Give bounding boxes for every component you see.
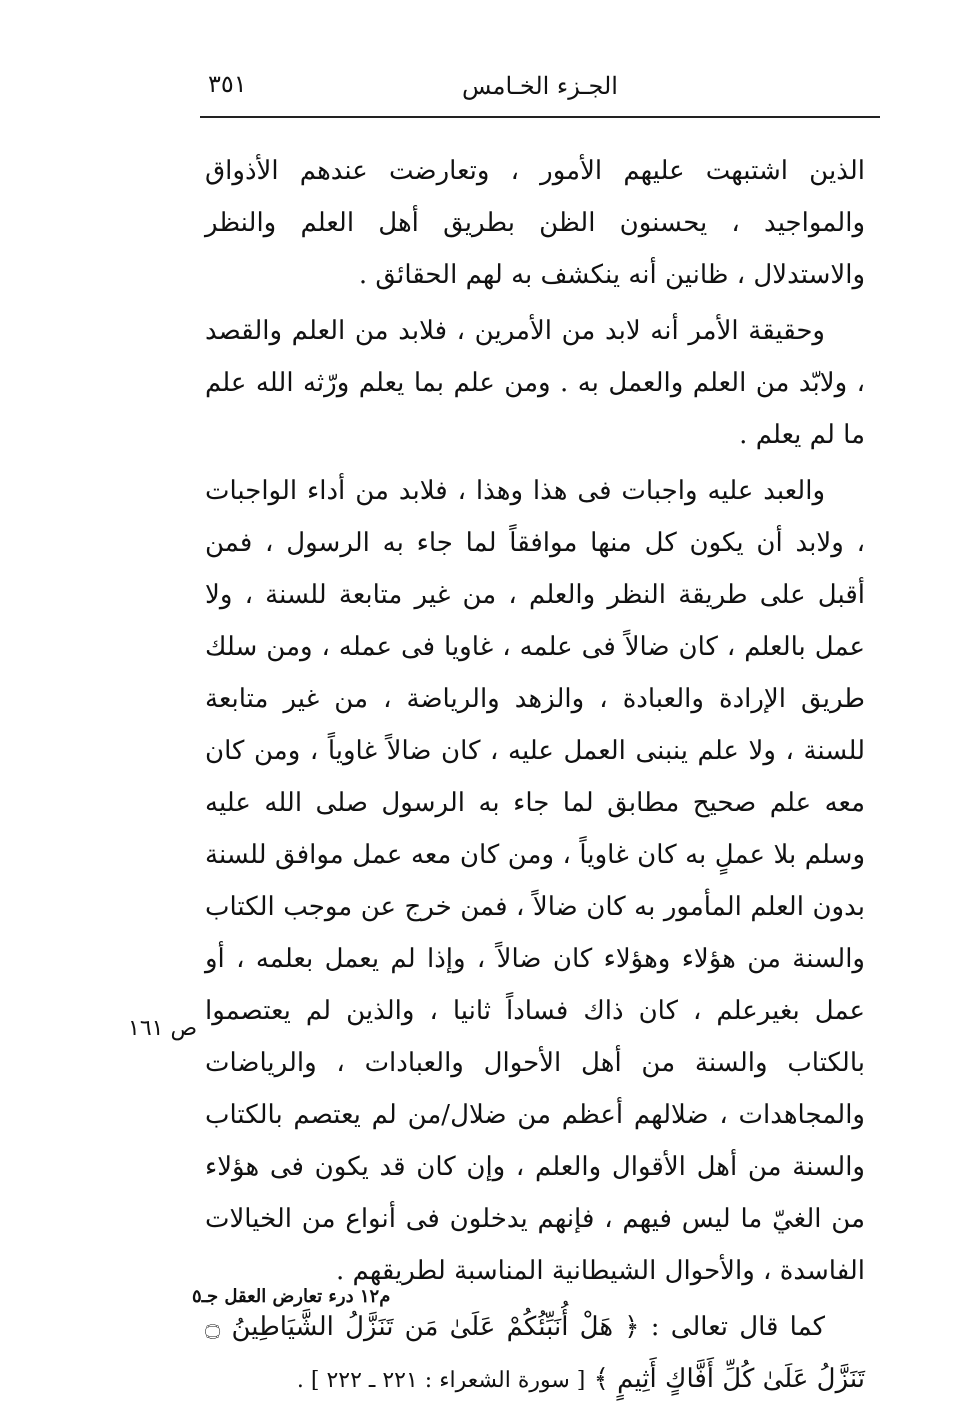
page-header bbox=[200, 60, 880, 118]
quran-citation bbox=[205, 1301, 865, 1407]
quran-intro: كما قال تعالى : bbox=[650, 1312, 826, 1342]
page-number: ٣٥١ bbox=[208, 70, 247, 98]
body-text bbox=[205, 145, 865, 1407]
running-title: الجـزء الخـامس bbox=[462, 72, 618, 100]
footer-signature: م١٢ درء تعارض العقل جـ٥ bbox=[192, 1286, 391, 1307]
margin-page-reference: ص ١٦١ bbox=[128, 1016, 198, 1041]
quran-verse: ﴿ هَلْ أُنَبِّئُكُمْ عَلَىٰ مَن تَنَزَّلُ الشَّيَاطِينُ ۝ تَنَزَّلُ عَلَىٰ كُلِّ أَفَّاكٍ أَثِيمٍ ﴾ bbox=[205, 1312, 865, 1394]
paragraph-1: الذين اشتبهت عليهم الأمور ، وتعارضت عندهم الأذواق والمواجيد ، يحسنون الظن بطريق أهل العلم والنظر والاستدلال ، ظانين أنه ينكشف به لهم الحقائق . bbox=[205, 156, 865, 290]
paragraph-2: وحقيقة الأمر أنه لابد من الأمرين ، فلابد من العلم والقصد ، ولابّد من العلم والعمل به . ومن علم بما يعلم ورّثه الله علم ما لم يعلم . bbox=[205, 316, 865, 450]
quran-reference: [ سورة الشعراء : ٢٢١ ـ ٢٢٢ ] . bbox=[296, 1368, 586, 1393]
paragraph-3: والعبد عليه واجبات فى هذا وهذا ، فلابد من أداء الواجبات ، ولابد أن يكون كل منها موافقاً لما جاء به الرسول ، فمن أقبل على طريقة النظر والعلم ، من غير متابعة للسنة ، ولا عمل بالعلم ، كان ضالاً فى علمه ، غاويا فى عمله ، ومن سلك طريق الإرادة والعبادة ، والزهد والرياضة ، من غير متابعة للسنة ، ولا علم ينبنى العمل عليه ، كان ضالاً غاوياً ، ومن كان معه علم صحيح مطابق لما جاء به الرسول صلى الله عليه وسلم بلا عملٍ به كان غاوياً ، ومن كان معه عمل موافق للسنة بدون العلم المأمور به كان ضالاً ، فمن خرج عن موجب الكتاب والسنة من هؤلاء وهؤلاء كان ضالاً ، وإذا لم يعمل بعلمه ، أو عمل بغيرعلم ، كان ذاك فساداً ثانيا ، والذين لم يعتصموا بالكتاب والسنة من أهل الأحوال والعبادات ، والرياضات والمجاهدات ، ضلالهم أعظم من ضلال/من لم يعتصم بالكتاب والسنة من أهل الأقوال والعلم ، وإن كان قد يكون فى هؤلاء من الغيّ ما ليس فيهم ، فإنهم يدخلون فى أنواع من الخيالات الفاسدة ، والأحوال الشيطانية المناسبة لطريقهم . bbox=[205, 476, 866, 1286]
